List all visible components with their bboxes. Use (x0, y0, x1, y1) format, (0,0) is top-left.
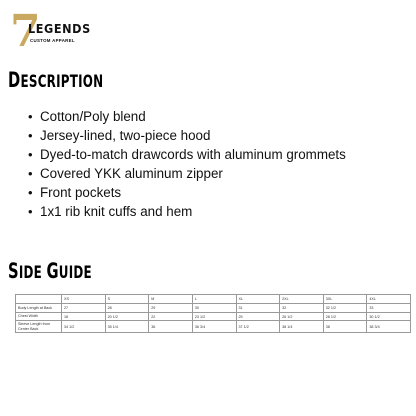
feature-text: Covered YKK aluminum zipper (40, 166, 223, 181)
table-cell: 29 (149, 304, 193, 313)
bullet-icon: • (28, 109, 33, 124)
table-cell: 32 (280, 304, 324, 313)
feature-item (24, 126, 404, 145)
size-header-row (16, 295, 411, 304)
size-guide-heading-initial: S (8, 259, 19, 283)
feature-text: Jersey-lined, two-piece hood (40, 128, 211, 143)
table-cell: 33 (367, 304, 411, 313)
brand-logo (10, 6, 91, 57)
size-guide-heading-initial-2: G (46, 259, 59, 283)
description-heading-rest: ESCRIPTION (20, 72, 104, 92)
size-guide-heading-rest: IDE (18, 263, 47, 283)
size-guide-table (15, 294, 411, 333)
size-header-cell: 2XL (280, 295, 324, 304)
table-cell: 38 (323, 321, 367, 333)
table-cell: 36 (149, 321, 193, 333)
table-cell: 31 (236, 304, 280, 313)
table-row (16, 304, 411, 313)
table-cell: 30 (192, 304, 236, 313)
description-heading-initial: D (8, 68, 21, 92)
row-label: Chest Width (16, 313, 62, 321)
size-header-cell: XS (62, 295, 106, 304)
row-label: Sleeve Length from Center Back (16, 321, 62, 333)
table-cell: 22 (149, 313, 193, 321)
size-header-cell: L (192, 295, 236, 304)
table-cell: 20 1/2 (105, 313, 149, 321)
feature-text: 1x1 rib knit cuffs and hem (40, 204, 193, 219)
table-cell: 27 (62, 304, 106, 313)
size-header-corner (16, 295, 62, 304)
size-header-cell: 3XL (323, 295, 367, 304)
logo-tagline: CUSTOM APPAREL (30, 38, 75, 43)
table-cell: 23 1/2 (192, 313, 236, 321)
size-header-cell: S (105, 295, 149, 304)
description-heading (8, 68, 103, 92)
feature-item (24, 164, 404, 183)
table-cell: 38 1/4 (280, 321, 324, 333)
feature-item (24, 202, 404, 221)
size-header-cell: 4XL (367, 295, 411, 304)
table-cell: 28 (105, 304, 149, 313)
bullet-icon: • (28, 185, 33, 200)
feature-item (24, 145, 404, 164)
bullet-icon: • (28, 166, 33, 181)
table-cell: 18 (62, 313, 106, 321)
table-row (16, 313, 411, 321)
table-cell: 38 3/4 (367, 321, 411, 333)
table-cell: 26 1/2 (280, 313, 324, 321)
feature-item (24, 107, 404, 126)
table-cell: 32 1/2 (323, 304, 367, 313)
row-label: Body Length at Back (16, 304, 62, 313)
table-cell: 37 1/2 (236, 321, 280, 333)
size-guide-heading (8, 259, 92, 283)
size-header-cell: M (149, 295, 193, 304)
feature-item (24, 183, 404, 202)
bullet-icon: • (28, 128, 33, 143)
table-cell: 36 3/4 (192, 321, 236, 333)
logo-wordmark: LEGENDS (28, 21, 91, 36)
size-guide-heading-rest-2: UIDE (58, 263, 92, 283)
logo-numeral: 7 (10, 6, 41, 57)
table-cell: 28 1/2 (323, 313, 367, 321)
table-cell: 35 1/4 (105, 321, 149, 333)
table-row (16, 321, 411, 333)
size-header-cell: XL (236, 295, 280, 304)
table-cell: 25 (236, 313, 280, 321)
table-cell: 34 1/2 (62, 321, 106, 333)
feature-text: Front pockets (40, 185, 122, 200)
feature-list (24, 107, 404, 221)
table-cell: 30 1/2 (367, 313, 411, 321)
bullet-icon: • (28, 147, 33, 162)
feature-text: Dyed-to-match drawcords with aluminum grommets (40, 147, 346, 162)
feature-text: Cotton/Poly blend (40, 109, 146, 124)
bullet-icon: • (28, 204, 33, 219)
